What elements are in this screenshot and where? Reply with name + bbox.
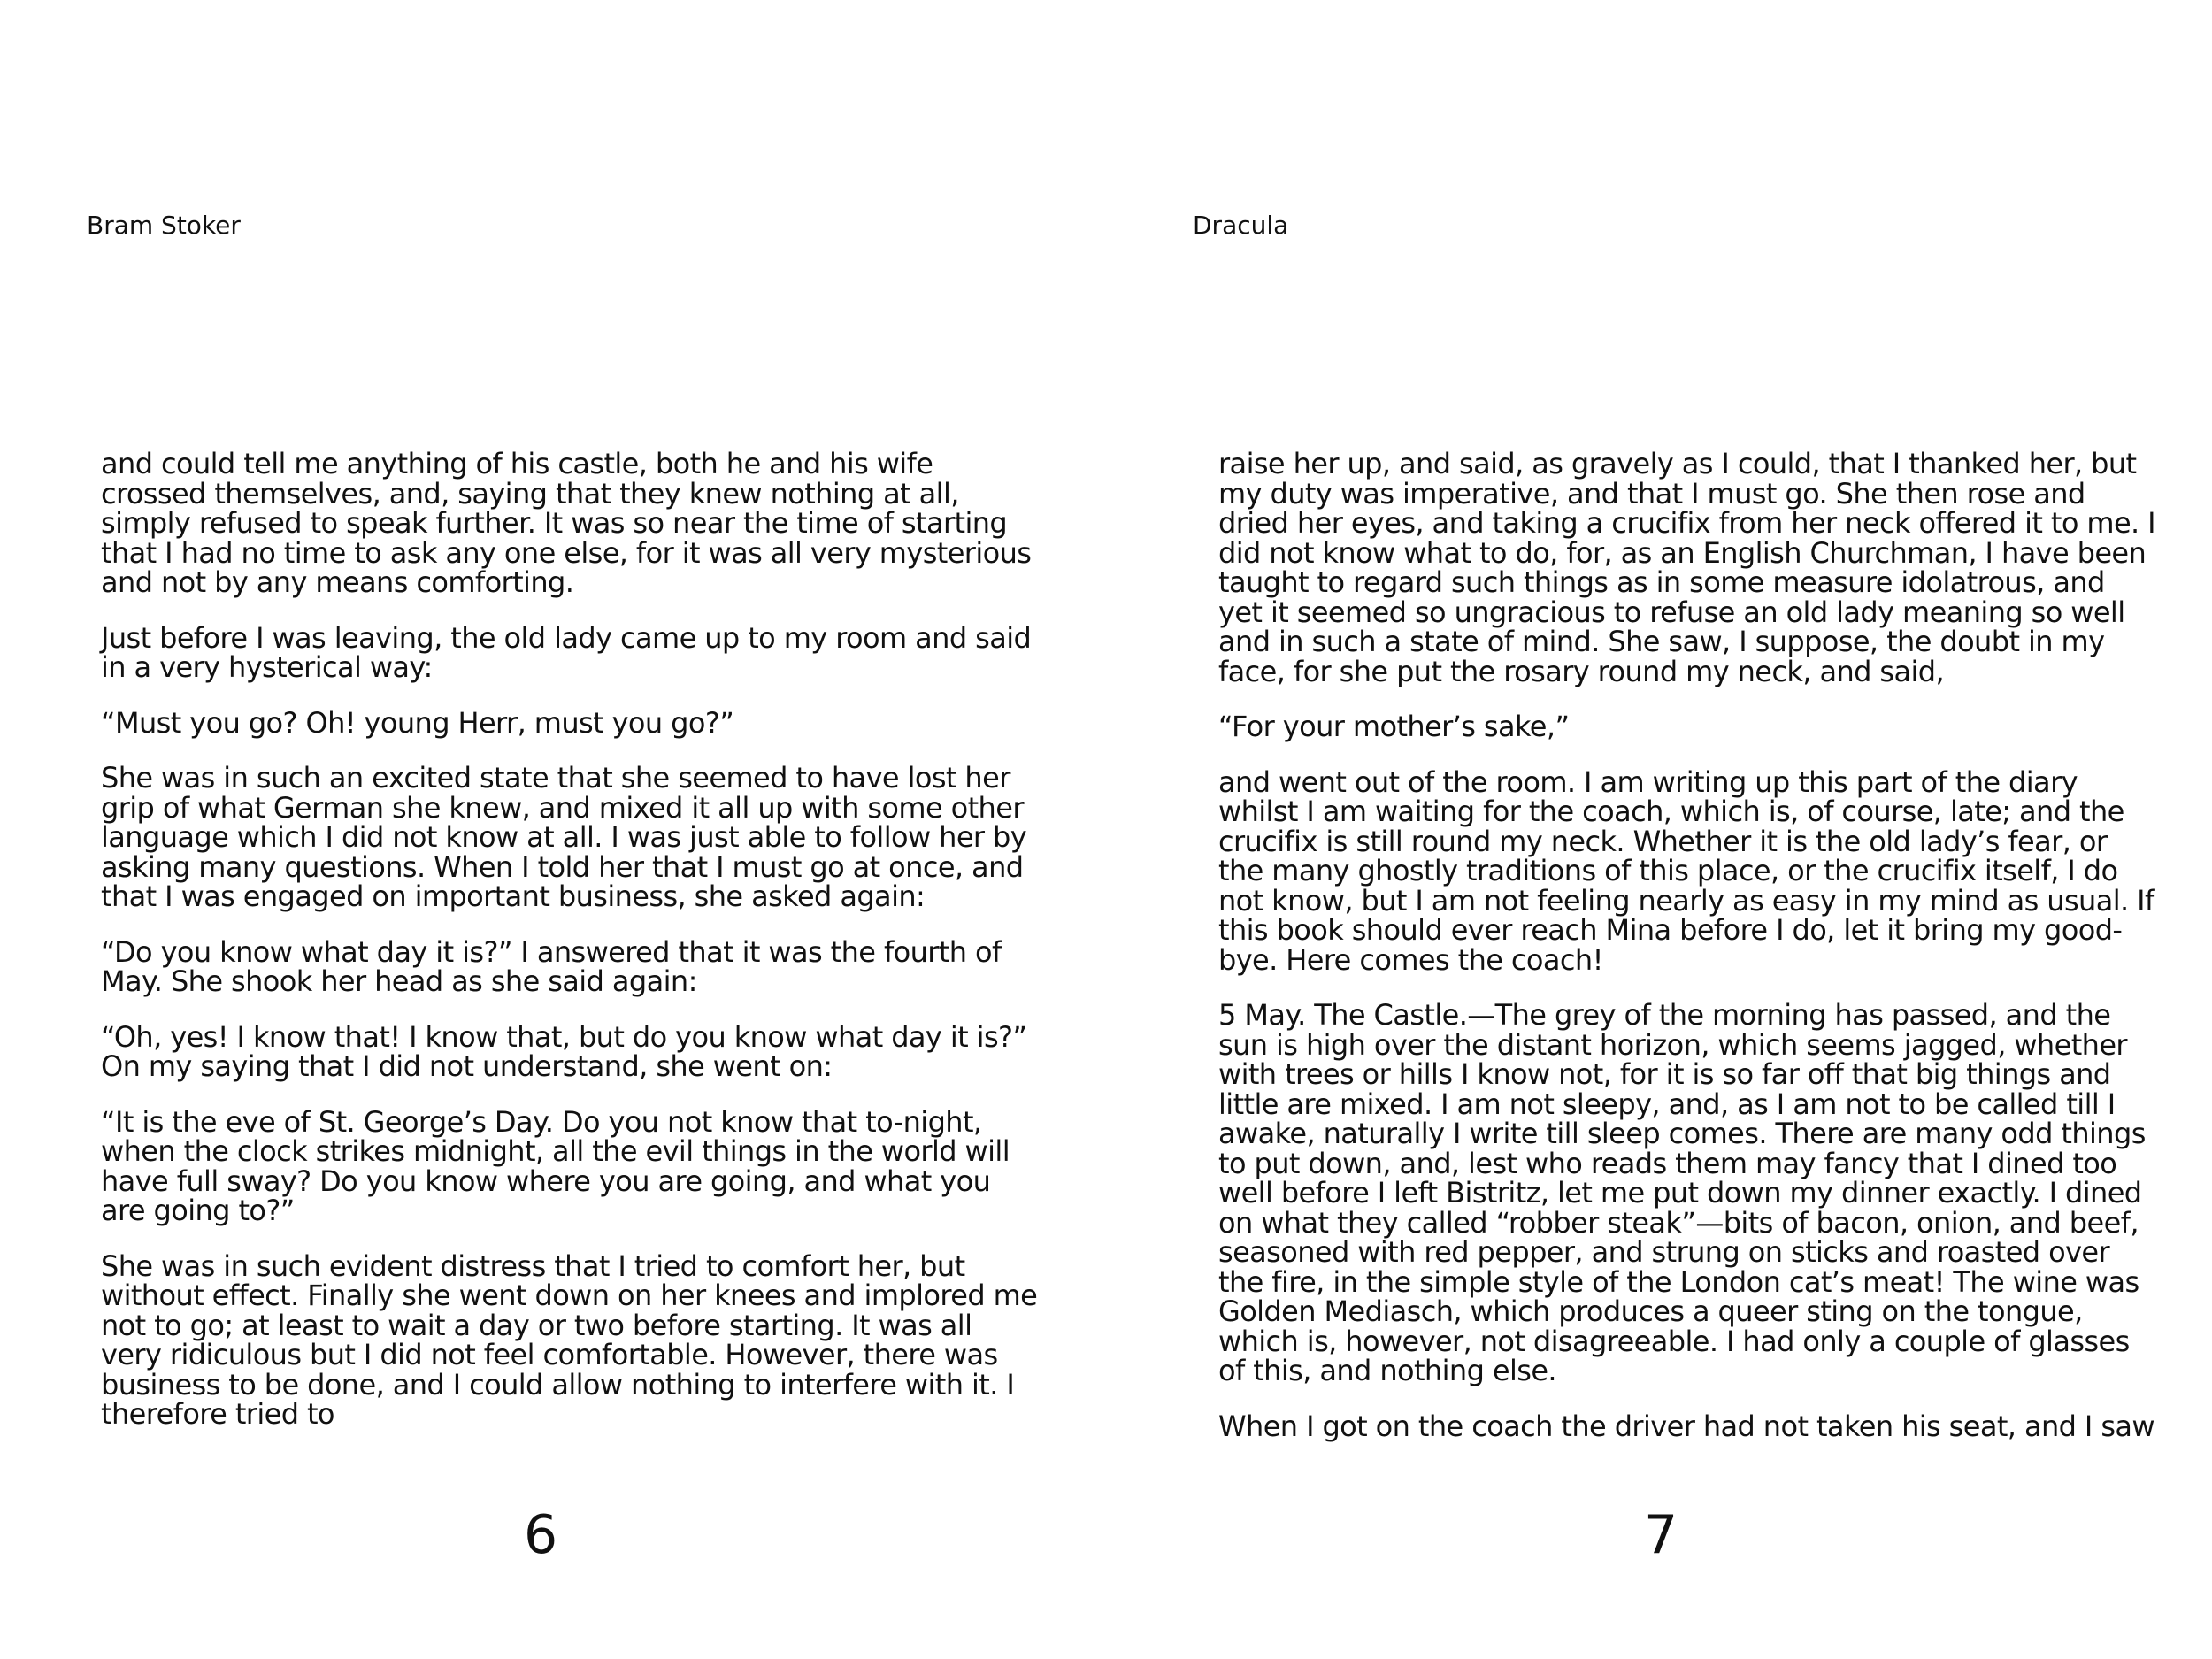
paragraph: She was in such an excited state that she seemed to have lost her grip of what German she knew, and mixed it all up with some other language which I did not know at all. I was just able to follow her by asking many questions. When I told her that I must go at once, and that I was engaged on important business, she asked again: xyxy=(101,761,1027,913)
left-page-body xyxy=(101,449,1039,1455)
right-page xyxy=(1106,0,2212,1659)
paragraph: Just before I was leaving, the old lady came up to my room and said in a very hysterical way: xyxy=(101,620,1032,684)
page-number: 6 xyxy=(524,1504,558,1566)
right-page-body xyxy=(1218,449,2156,1467)
paragraph: and went out of the room. I am writing up this part of the diary whilst I am waiting for the coach, which is, of course, late; and the crucifix is still round my neck. Whether it is the old lady’s fear, or the many ghostly traditions of this place, or the crucifix itself, I do not know, but I am not feeling nearly as easy in my mind as usual. If this book should ever reach Mina before I do, let it bring my good-bye. Here comes the coach! xyxy=(1218,764,2154,977)
paragraph: 5 May. The Castle.—The grey of the morning has passed, and the sun is high over the distant horizon, which seems jagged, whether with trees or hills I know not, for it is so far off that big things and little are mixed. I am not sleepy, and, as I am not to be called till I awake, naturally I write till sleep comes. There are many odd things to put down, and, lest who reads them may fancy that I dined too well before I left Bistritz, let me put down my dinner exactly. I dined on what they called “robber steak”—bits of bacon, onion, and beef, seasoned with red pepper, and strung on sticks and roasted over the fire, in the simple style of the London cat’s meat! The wine was Golden Mediasch, which produces a queer sting on the tongue, which is, however, not disagreeable. I had only a couple of glasses of this, and nothing else. xyxy=(1218,998,2146,1387)
page-number: 7 xyxy=(1644,1504,1678,1566)
paragraph: “It is the eve of St. George’s Day. Do you not know that to-night, when the clock strikes midnight, all the evil things in the world will have full sway? Do you know where you are going, and what you are going to?” xyxy=(101,1104,1010,1227)
paragraph: When I got on the coach the driver had not taken his seat, and I saw xyxy=(1218,1409,2154,1443)
paragraph: “Do you know what day it is?” I answered that it was the fourth of May. She shook her head as she said again: xyxy=(101,934,1002,998)
paragraph: “Must you go? Oh! young Herr, must you go?” xyxy=(101,705,734,740)
paragraph: She was in such evident distress that I tried to comfort her, but without effect. Finally she went down on her knees and implored me not to go; at least to wait a day or two before starting. It was all very ridiculous but I did not feel comfortable. However, there was business to be done, and I could allow nothing to interfere with it. I therefore tried to xyxy=(101,1248,1038,1431)
paragraph: and could tell me anything of his castle, both he and his wife crossed themselves, and, saying that they knew nothing at all, simply refused to speak further. It was so near the time of starting that I had no time to ask any one else, for it was all very mysterious and not by any means comforting. xyxy=(101,447,1032,599)
paragraph: raise her up, and said, as gravely as I could, that I thanked her, but my duty was imperative, and that I must go. She then rose and dried her eyes, and taking a crucifix from her neck offered it to me. I did not know what to do, for, as an English Churchman, I have been taught to regard such things as in some measure idolatrous, and yet it seemed so ungracious to refuse an old lady meaning so well and in such a state of mind. She saw, I suppose, the doubt in my face, for she put the rosary round my neck, and said, xyxy=(1218,447,2156,688)
paragraph: “For your mother’s sake,” xyxy=(1218,710,1570,743)
running-header-title: Dracula xyxy=(1193,211,1289,240)
paragraph: “Oh, yes! I know that! I know that, but do you know what day it is?” On my saying that I did not understand, she went on: xyxy=(101,1019,1027,1083)
running-header-author: Bram Stoker xyxy=(87,211,241,240)
